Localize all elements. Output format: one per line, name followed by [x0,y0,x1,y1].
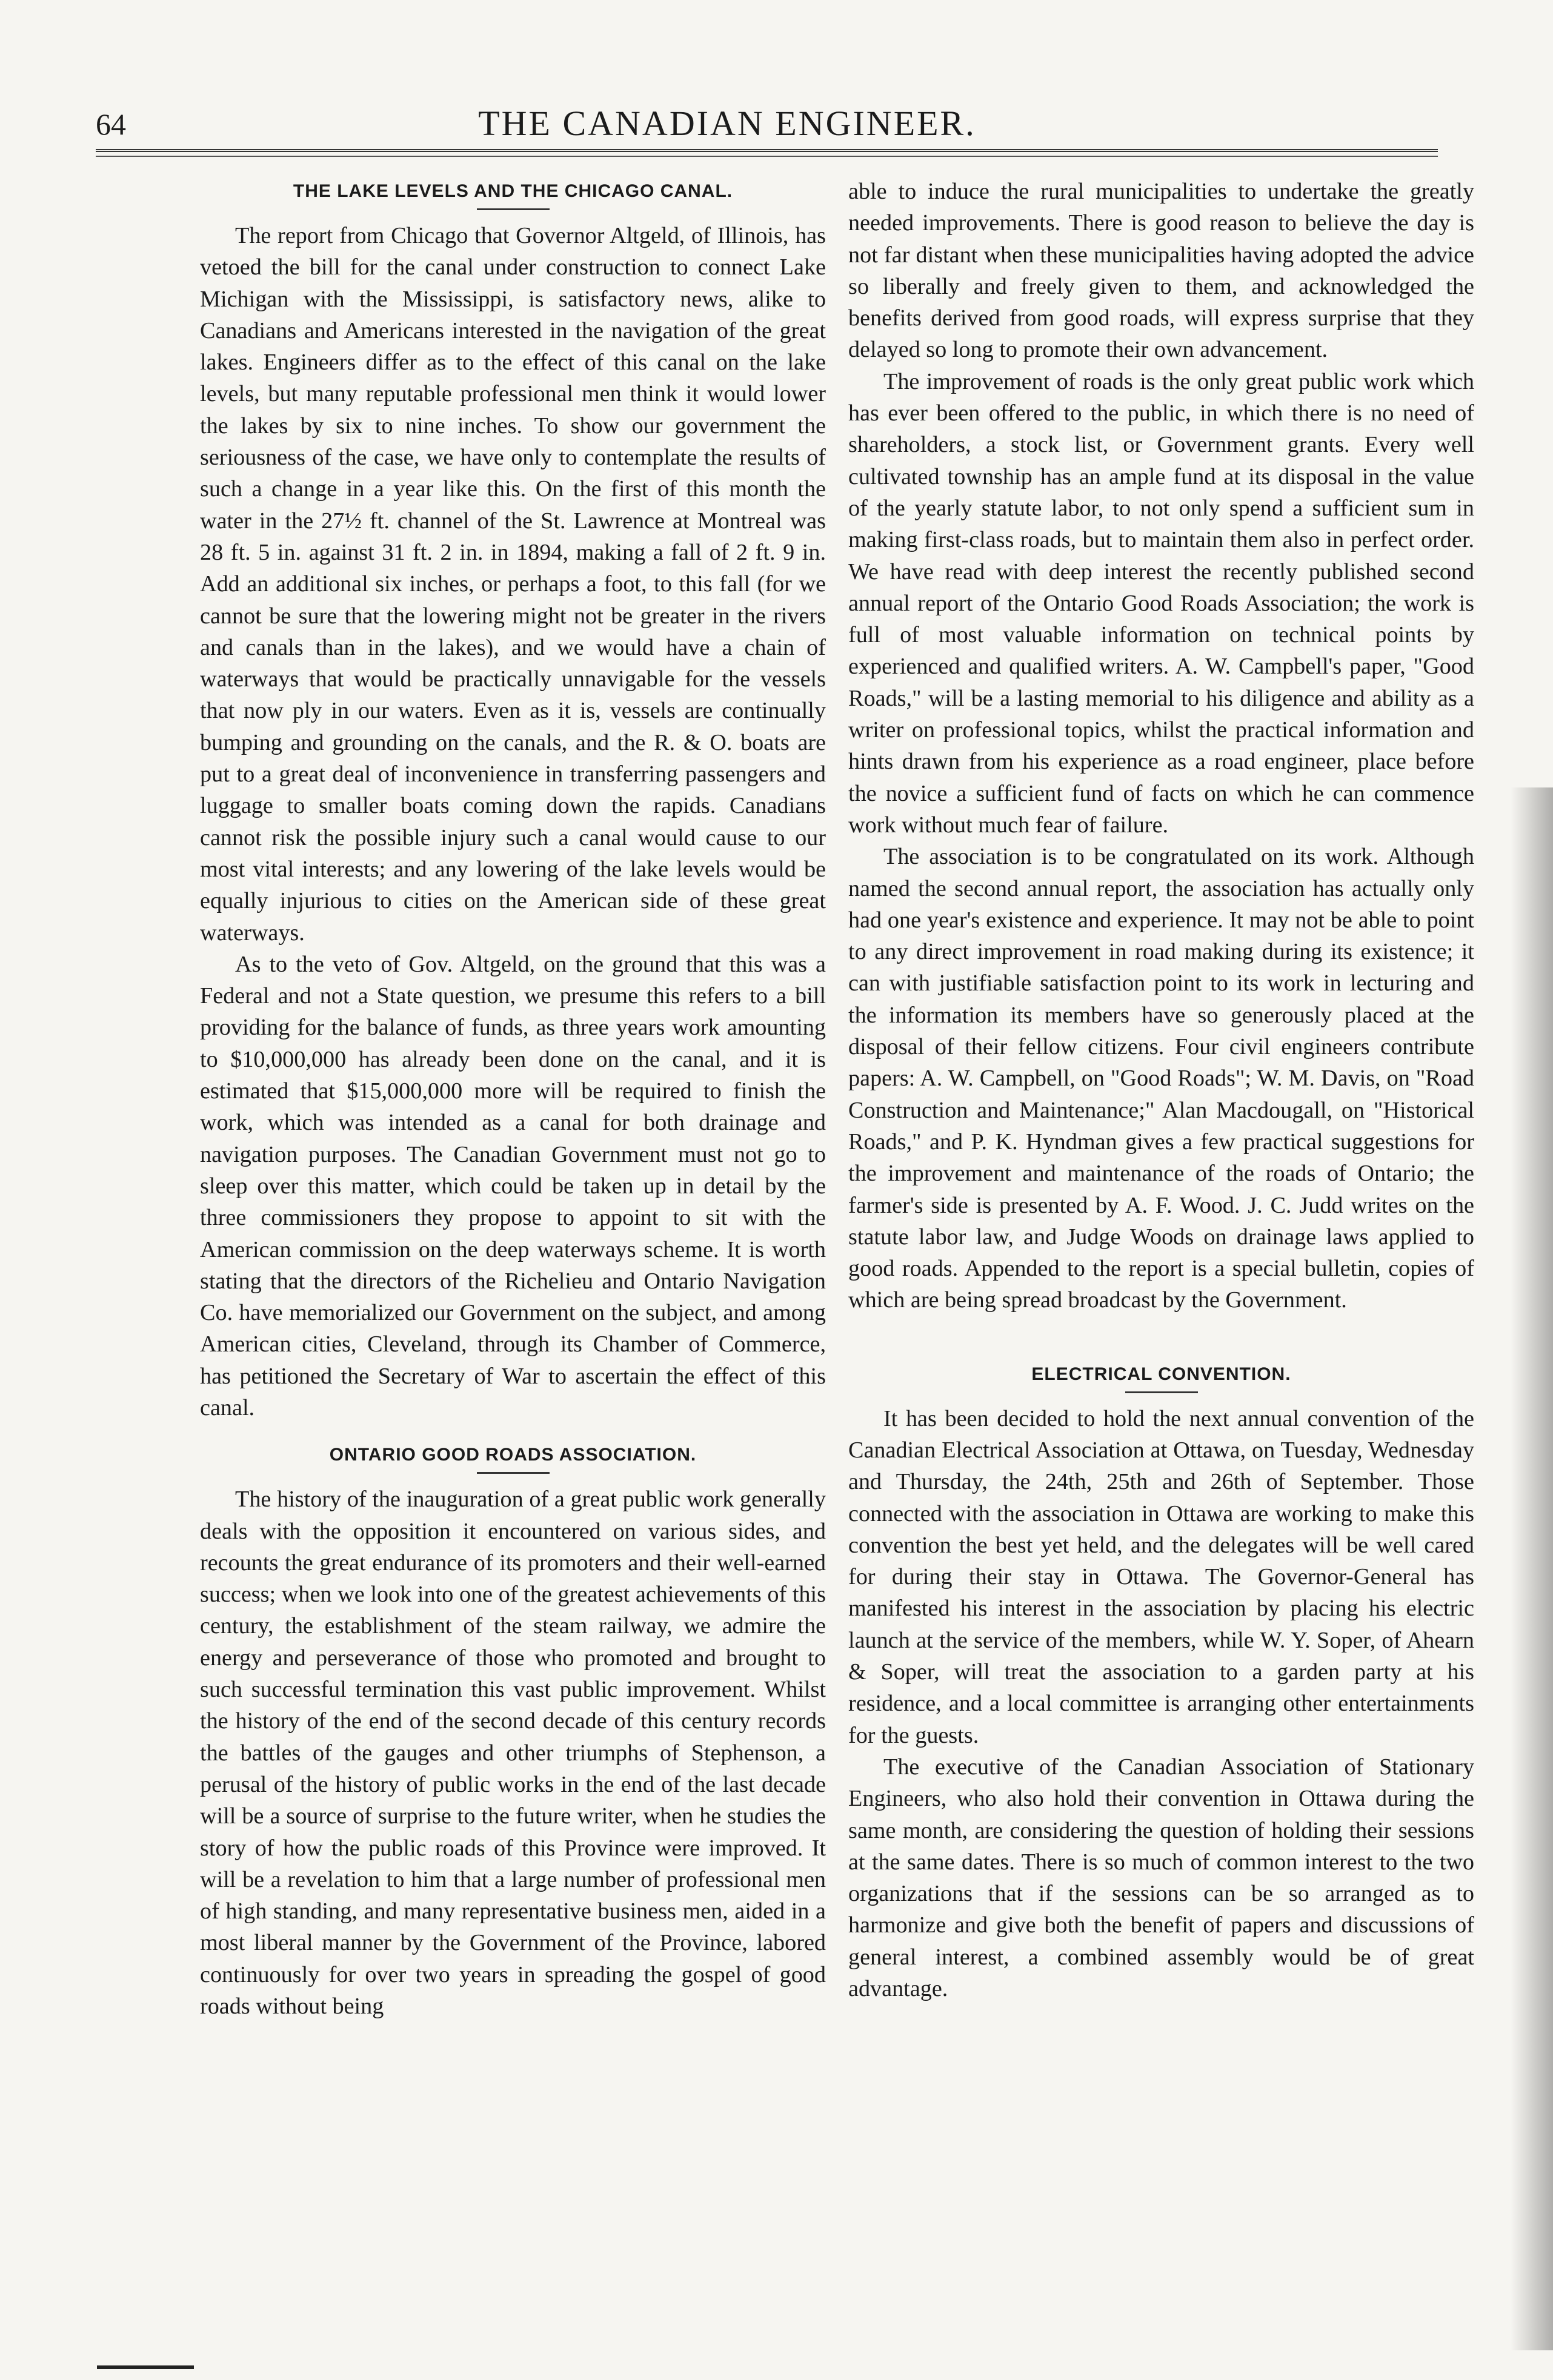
article-paragraph: The report from Chicago that Governor Altgeld, of Illinois, has vetoed the bill for the canal under construction to connect Lake Michigan with the Mississippi, is satisfactory news, alike to Canadians and Americans interested in the navigation of the great lakes. Engineers differ as to the effect of this canal on the lake levels, but many reputable professional men think it would lower the lakes by six to nine inches. To show our government the seriousness of the case, we have only to contemplate the results of such a change in a year like this. On the first of this month the water in the 27½ ft. channel of the St. Lawrence at Montreal was 28 ft. 5 in. against 31 ft. 2 in. in 1894, making a fall of 2 ft. 9 in. Add an additional six inches, or perhaps a foot, to this fall (for we cannot be sure that the lowering might not be greater in the rivers and canals than in the lakes), and we would have a chain of waterways that would be practically unnavigable for the vessels that now ply in our waters. Even as it is, vessels are continually bumping and grounding on the canals, and the R. & O. boats are put to a great deal of inconvenience in transferring passengers and luggage to smaller boats coming down the rapids. Canadians cannot risk the possible injury such a canal would cause to our most vital interests; and any lowering of the lake levels would be equally injurious to cities on the American side of these great waterways. [200,223,826,946]
article-title-lake-levels: THE LAKE LEVELS AND THE CHICAGO CANAL. [293,181,733,201]
article-paragraph: The executive of the Canadian Association of Stationary Engineers, who also hold their convention in Ottawa during the same month, are considering the question of holding their sessions at the same dates. There is so much of common interest to the two organizations that if the sessions can be so arranged as to harmonize and give both the benefit of papers and discussions of general interest, a combined assembly would be of great advantage. [848,1754,1474,2002]
scan-edge-shadow [1511,787,1553,2350]
article-paragraph: As to the veto of Gov. Altgeld, on the ground that this was a Federal and not a State question, we presume this refers to a bill providing for the balance of funds, as three years work amounting to $10,000,000 has already been done on the canal, and it is estimated that $15,000,000 more will be required to finish the work, which was intended as a canal for both drainage and navigation purposes. The Canadian Government must not go to sleep over this matter, which could be taken up in detail by the three commissioners they propose to appoint to sit with the American commission on the deep waterways scheme. It is worth stating that the directors of the Richelieu and Ontario Navigation Co. have memorialized our Government on the subject, and among American cities, Cleveland, through its Chamber of Commerce, has petitioned the Secretary of War to ascertain the effect of this canal. [200,951,826,1420]
article-title-good-roads: ONTARIO GOOD ROADS ASSOCIATION. [329,1445,697,1465]
title-rule [477,1472,550,1474]
article-title-electrical-convention: ELECTRICAL CONVENTION. [1031,1364,1291,1384]
article-paragraph: The history of the inauguration of a great public work generally deals with the opposition it encountered on various sides, and recounts the great endurance of its promoters and their well-earned success; when we look into one of the greatest achievements of this century, the establishment of the steam railway, we admire the energy and perseverance of those who promoted and brought to such successful termination this vast public improvement. Whilst the history of the end of the second decade of this century records the battles of the gauges and other triumphs of Stephenson, a perusal of the history of public works in the end of the last decade will be a source of surprise to the future writer, when he studies the story of how the public roads of this Province were improved. It will be a revelation to him that a large number of professional men of high standing, and many representative business men, aided in a most liberal manner by the Government of the Province, labored continuously for over two years in spreading the gospel of good roads without being [200,1487,826,2020]
page-number: 64 [96,107,126,141]
header-rule [96,149,1438,157]
footer-rule [97,2365,194,2369]
title-rule [1125,1391,1198,1393]
article-paragraph: The improvement of roads is the only great public work which has ever been offered to the public, in which there is no need of shareholders, a stock list, or Government grants. Every well cultivated township has an ample fund at its disposal in the value of the yearly statute labor, to not only spend a sufficient sum in making first-class roads, but to maintain them also in perfect order. We have read with deep interest the recently published second annual report of the Ontario Good Roads Association; the work is full of most valuable information on technical points by experienced and qualified writers. A. W. Campbell's paper, "Good Roads," will be a lasting memorial to his diligence and ability as a writer on professional topics, whilst the practical information and hints drawn from his experience as a road engineer, place before the novice a sufficient fund of facts on which he can commence work without much fear of failure. [848,368,1474,838]
article-paragraph-continued: able to induce the rural municipalities to undertake the greatly needed improvements. There is good reason to believe the day is not far distant when these municipalities having adopted the advice so liberally and freely given to them, and acknowledged the benefits derived from good roads, will express surprise that they delayed so long to promote their own advancement. [848,179,1474,363]
right-column [848,176,1474,2004]
article-paragraph: The association is to be congratulated on its work. Although named the second annual report, the association has actually only had one year's existence and experience. It may not be able to point to any direct improvement in road making during its existence; it can with justifiable satisfaction point to its work in lecturing and the information its members have so generously placed at the disposal of their fellow citizens. Four civil engineers contribute papers: A. W. Campbell, on "Good Roads"; W. M. Davis, on "Road Construction and Maintenance;" Alan Macdougall, on "Historical Roads," and P. K. Hyndman gives a few practical suggestions for the improvement and maintenance of the roads of Ontario; the farmer's side is presented by A. F. Wood. J. C. Judd writes on the statute labor law, and Judge Woods on drainage laws applied to good roads. Appended to the report is a special bulletin, copies of which are being spread broadcast by the Government. [848,844,1474,1313]
title-rule [477,208,550,210]
running-title: THE CANADIAN ENGINEER. [478,104,976,143]
left-column [200,176,826,2022]
article-paragraph: It has been decided to hold the next annual convention of the Canadian Electrical Association at Ottawa, on Tuesday, Wednesday and Thursday, the 24th, 25th and 26th of September. Those connected with the association in Ottawa are working to make this convention the best yet held, and the delegates will be well cared for during their stay in Ottawa. The Governor-General has manifested his interest in the association by placing his electric launch at the service of the members, while W. Y. Soper, of Ahearn & Soper, will treat the association to a garden party at his residence, and a local committee is arranging other entertainments for the guests. [848,1405,1474,1748]
